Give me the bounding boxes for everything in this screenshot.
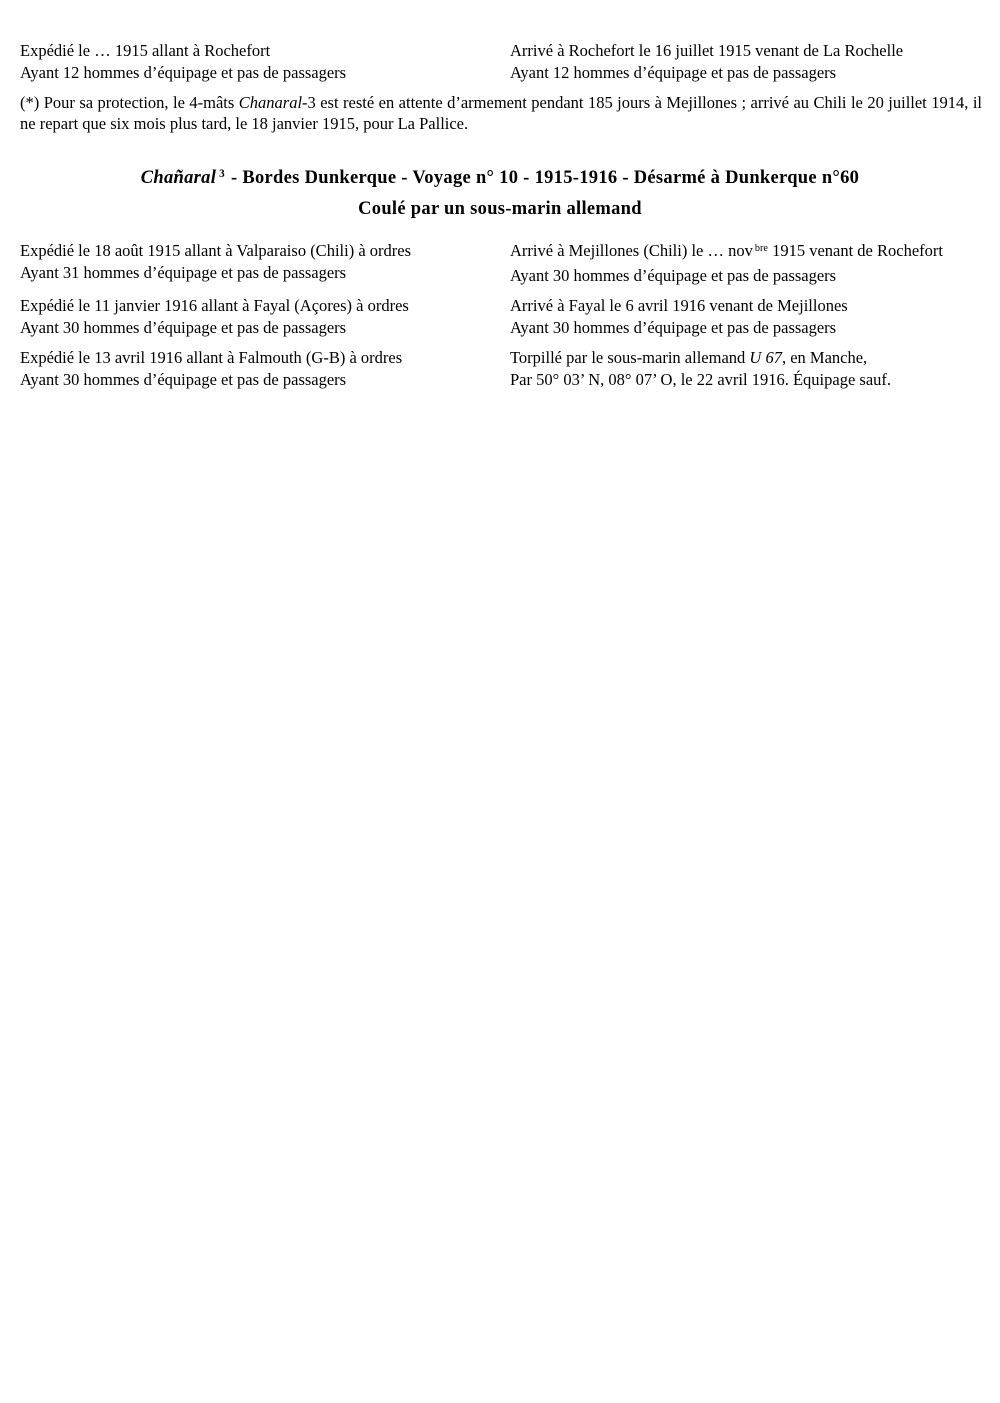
crew-line: Ayant 30 hommes d’équipage et pas de passagers xyxy=(20,318,347,337)
arrival-line: Arrivé à Fayal le 6 avril 1916 venant de Mejillones xyxy=(510,296,848,315)
arrival-entry xyxy=(510,40,982,84)
departure-line: Expédié le 13 avril 1916 allant à Falmouth (G-B) à ordres xyxy=(20,348,403,367)
torpedoed-entry xyxy=(510,347,982,391)
arrival-entry xyxy=(510,295,982,339)
previous-voyage-entries xyxy=(20,40,982,84)
departure-entry xyxy=(20,240,510,287)
ship-name: Chañaral xyxy=(140,168,217,188)
crew-line: Ayant 31 hommes d’équipage et pas de passagers xyxy=(20,263,347,282)
voyage-row xyxy=(20,240,982,287)
voyage-row xyxy=(20,295,982,339)
departure-line: Expédié le 18 août 1915 allant à Valparaiso (Chili) à ordres xyxy=(20,241,411,260)
crew-line: Ayant 12 hommes d’équipage et pas de passagers xyxy=(510,63,837,82)
arrival-line: Arrivé à Rochefort le 16 juillet 1915 venant de La Rochelle xyxy=(510,41,904,60)
footnote xyxy=(20,92,982,134)
ship-name-italic: Chanaral xyxy=(238,93,303,112)
departure-entry xyxy=(20,347,510,391)
voyage-heading-rest: - Bordes Dunkerque - Voyage n° 10 - 1915-1916 - Désarmé à Dunkerque n°60 xyxy=(226,168,860,188)
voyage10-entries xyxy=(20,240,982,399)
departure-entry xyxy=(20,295,510,339)
torpedoed-line: Torpillé par le sous-marin allemand U 67, en Manche, xyxy=(510,348,868,367)
arrival-entry xyxy=(510,240,982,287)
voyage-heading xyxy=(0,166,1000,192)
arrival-line: Arrivé à Mejillones (Chili) le … nov $^{bre}$ 1915 venant de Rochefort xyxy=(510,241,943,260)
crew-line: Ayant 12 hommes d’équipage et pas de passagers xyxy=(20,63,347,82)
footnote-text-pre: (*) Pour sa protection, le 4-mâts xyxy=(20,93,239,112)
footnote-text-post: -3 est resté en attente d’armement pendant 185 jours à Mejillones ; arrivé au Chili le 20 juillet 1914, il ne repart que six mois plus tard, le 18 janvier 1915, pour La Pallice. xyxy=(20,93,982,133)
departure-line: Expédié le … 1915 allant à Rochefort xyxy=(20,41,271,60)
voyage-subheading: Coulé par un sous-marin allemand xyxy=(358,199,642,219)
crew-line: Ayant 30 hommes d’équipage et pas de passagers xyxy=(20,370,347,389)
departure-line: Expédié le 11 janvier 1916 allant à Fayal (Açores) à ordres xyxy=(20,296,409,315)
voyage-row xyxy=(20,347,982,391)
submarine-name: U 67 xyxy=(749,348,782,367)
departure-entry xyxy=(20,40,510,84)
superscript-bre: bre xyxy=(754,243,768,255)
crew-line: Ayant 30 hommes d’équipage et pas de passagers xyxy=(510,266,837,285)
crew-line: Ayant 30 hommes d’équipage et pas de passagers xyxy=(510,318,837,337)
position-line: Par 50° 03’ N, 08° 07’ O, le 22 avril 1916. Équipage sauf. xyxy=(510,370,892,389)
footnote-ref: 3 xyxy=(219,168,226,181)
